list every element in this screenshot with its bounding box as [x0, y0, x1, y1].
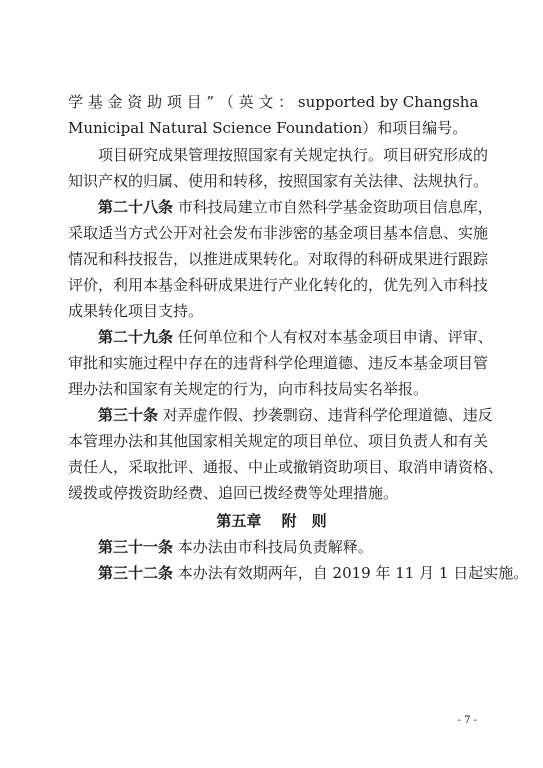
text-line	[68, 353, 489, 373]
line-text: 任何单位和个人有权对本基金项目申请、评审、	[173, 328, 493, 346]
line-text: 本办法由市科技局负责解释。	[173, 538, 373, 556]
chapter-heading: 第五章 附 则	[216, 512, 327, 530]
line-text: 学 基 金 资 助 项 目 ” （ 英 文 ： supported by Changsha	[68, 93, 479, 111]
line-text: 对弄虚作假、抄袭剽窃、违背科学伦理道德、违反	[158, 406, 493, 424]
line-text: 评价，利用本基金科研成果进行产业化转化的，优先列入市科技	[68, 276, 489, 294]
text-line	[68, 483, 398, 503]
line-text: 项目研究成果管理按照国家有关规定执行。项目研究形成的	[98, 146, 489, 164]
article-number: 第三十条	[98, 406, 159, 424]
text-line	[68, 118, 467, 138]
text-line	[68, 431, 489, 451]
text-line	[68, 223, 489, 243]
line-text: 知识产权的归属、使用和转移，按照国家有关法律、法规执行。	[68, 172, 489, 190]
text-line	[68, 301, 203, 321]
line-text: 审批和实施过程中存在的违背科学伦理道德、违反本基金项目管	[68, 354, 489, 372]
text-line	[68, 171, 489, 191]
article-number: 第三十二条	[98, 564, 174, 582]
article-28-line	[98, 197, 493, 217]
line-text: 本办法有效期两年，自 2019 年 11 月 1 日起实施。	[173, 564, 529, 582]
text-line	[68, 379, 428, 399]
line-text: 本管理办法和其他国家相关规定的项目单位、项目负责人和有关	[68, 432, 489, 450]
line-text: 责任人，采取批评、通报、中止或撤销资助项目、取消申请资格、	[68, 458, 504, 476]
article-30-line	[98, 405, 493, 425]
line-text: 情况和科技报告，以推进成果转化。对取得的科研成果进行跟踪	[68, 250, 489, 268]
text-line	[98, 145, 489, 165]
line-text: Municipal Natural Science Foundation）和项目编号。	[68, 119, 468, 137]
article-number: 第三十一条	[98, 538, 174, 556]
line-text: 理办法和国家有关规定的行为，向市科技局实名举报。	[68, 380, 429, 398]
article-32-line	[98, 563, 528, 583]
text-line	[68, 275, 489, 295]
line-text: 市科技局建立市自然科学基金资助项目信息库，	[173, 198, 493, 216]
line-text: 成果转化项目支持。	[68, 302, 204, 320]
text-line	[68, 249, 489, 269]
text-line	[68, 457, 504, 477]
article-31-line	[98, 537, 373, 557]
line-text: 采取适当方式公开对社会发布非涉密的基金项目基本信息、实施	[68, 224, 489, 242]
page-number: - 7 -	[457, 715, 477, 726]
article-29-line	[98, 327, 493, 347]
article-number: 第二十九条	[98, 328, 174, 346]
text-line	[68, 92, 478, 112]
line-text: 缓拨或停拨资助经费、追回已拨经费等处理措施。	[68, 484, 399, 502]
article-number: 第二十八条	[98, 198, 174, 216]
